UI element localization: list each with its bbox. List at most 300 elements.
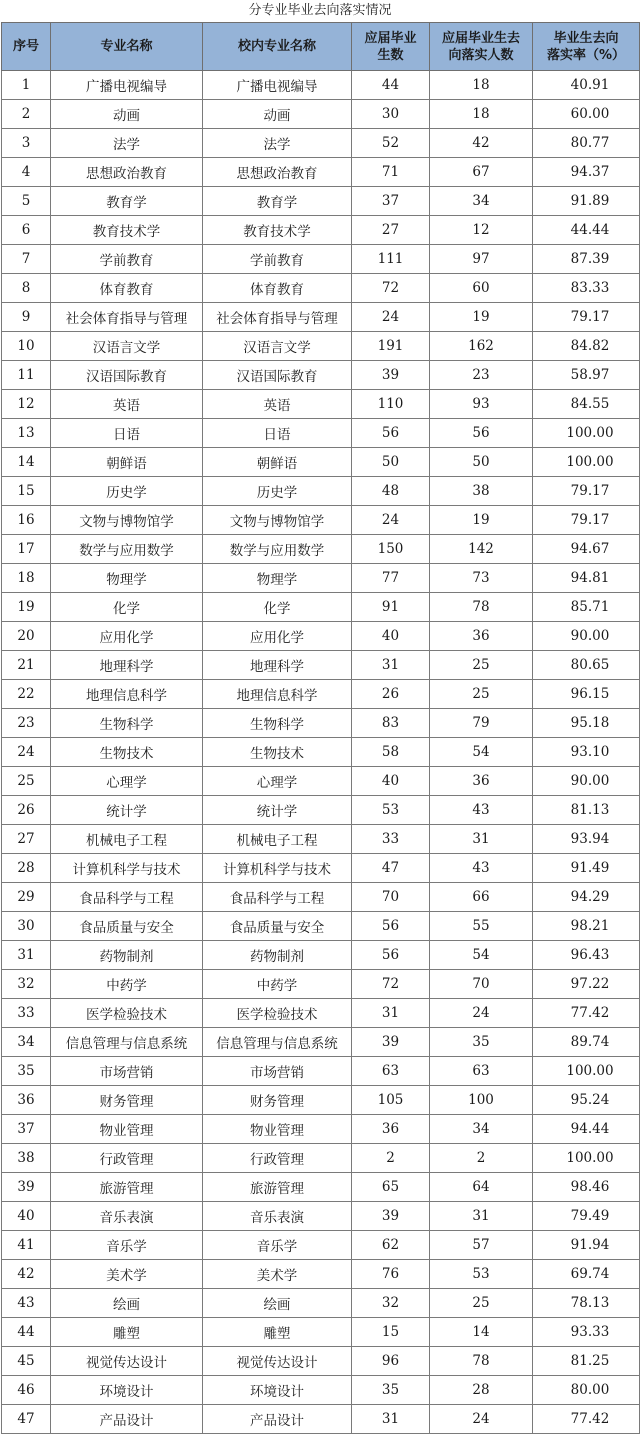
cell-school-major-name: 计算机科学与技术 [203,854,352,883]
cell-index: 39 [2,1173,51,1202]
cell-placed: 36 [430,622,533,651]
table-row [2,245,640,274]
cell-major-name: 社会体育指导与管理 [51,303,203,332]
cell-graduates: 56 [352,419,430,448]
table-row [2,912,640,941]
cell-major-name: 体育教育 [51,274,203,303]
cell-index: 24 [2,738,51,767]
cell-graduates: 31 [352,1405,430,1434]
cell-index: 47 [2,1405,51,1434]
cell-index: 37 [2,1115,51,1144]
cell-school-major-name: 广播电视编导 [203,71,352,100]
header-line: 毕业生去向 [553,30,619,46]
cell-placement-rate: 44.44 [533,216,640,245]
cell-school-major-name: 汉语国际教育 [203,361,352,390]
cell-school-major-name: 医学检验技术 [203,999,352,1028]
cell-major-name: 生物技术 [51,738,203,767]
cell-placement-rate: 100.00 [533,419,640,448]
cell-major-name: 化学 [51,593,203,622]
cell-index: 32 [2,970,51,999]
cell-school-major-name: 法学 [203,129,352,158]
table-row [2,506,640,535]
header-placed [430,23,533,71]
cell-graduates: 76 [352,1260,430,1289]
table-row [2,477,640,506]
cell-school-major-name: 食品科学与工程 [203,883,352,912]
cell-index: 46 [2,1376,51,1405]
cell-index: 44 [2,1318,51,1347]
cell-major-name: 物业管理 [51,1115,203,1144]
cell-graduates: 35 [352,1376,430,1405]
cell-index: 20 [2,622,51,651]
table-row [2,361,640,390]
cell-placed: 31 [430,1202,533,1231]
cell-index: 10 [2,332,51,361]
cell-placement-rate: 79.17 [533,506,640,535]
cell-major-name: 思想政治教育 [51,158,203,187]
table-row [2,303,640,332]
cell-graduates: 105 [352,1086,430,1115]
cell-index: 25 [2,767,51,796]
cell-placed: 97 [430,245,533,274]
cell-placed: 34 [430,1115,533,1144]
cell-placement-rate: 100.00 [533,1057,640,1086]
cell-major-name: 信息管理与信息系统 [51,1028,203,1057]
cell-graduates: 40 [352,767,430,796]
cell-placed: 25 [430,1289,533,1318]
cell-graduates: 27 [352,216,430,245]
cell-school-major-name: 日语 [203,419,352,448]
cell-school-major-name: 化学 [203,593,352,622]
cell-graduates: 39 [352,1028,430,1057]
table-row [2,651,640,680]
cell-placed: 56 [430,419,533,448]
cell-placed: 28 [430,1376,533,1405]
cell-graduates: 50 [352,448,430,477]
cell-graduates: 52 [352,129,430,158]
cell-placement-rate: 81.13 [533,796,640,825]
cell-school-major-name: 药物制剂 [203,941,352,970]
cell-major-name: 雕塑 [51,1318,203,1347]
cell-placement-rate: 81.25 [533,1347,640,1376]
cell-graduates: 26 [352,680,430,709]
cell-placed: 24 [430,1405,533,1434]
cell-school-major-name: 思想政治教育 [203,158,352,187]
cell-placement-rate: 93.94 [533,825,640,854]
cell-school-major-name: 音乐学 [203,1231,352,1260]
cell-index: 19 [2,593,51,622]
cell-placement-rate: 100.00 [533,448,640,477]
table-row [2,390,640,419]
cell-index: 14 [2,448,51,477]
cell-placement-rate: 80.00 [533,1376,640,1405]
cell-major-name: 地理科学 [51,651,203,680]
table-row [2,738,640,767]
cell-placed: 73 [430,564,533,593]
cell-index: 16 [2,506,51,535]
cell-school-major-name: 统计学 [203,796,352,825]
cell-major-name: 机械电子工程 [51,825,203,854]
cell-major-name: 教育学 [51,187,203,216]
table-row [2,158,640,187]
cell-major-name: 历史学 [51,477,203,506]
cell-major-name: 动画 [51,100,203,129]
cell-placement-rate: 98.46 [533,1173,640,1202]
table-row [2,825,640,854]
cell-placement-rate: 91.49 [533,854,640,883]
table-row [2,767,640,796]
table-row [2,1115,640,1144]
cell-placement-rate: 97.22 [533,970,640,999]
cell-placed: 93 [430,390,533,419]
cell-placed: 60 [430,274,533,303]
cell-school-major-name: 行政管理 [203,1144,352,1173]
cell-graduates: 91 [352,593,430,622]
cell-placed: 50 [430,448,533,477]
cell-school-major-name: 历史学 [203,477,352,506]
cell-placed: 43 [430,854,533,883]
cell-school-major-name: 旅游管理 [203,1173,352,1202]
cell-placement-rate: 79.49 [533,1202,640,1231]
cell-graduates: 111 [352,245,430,274]
cell-school-major-name: 心理学 [203,767,352,796]
cell-index: 23 [2,709,51,738]
header-school-major-name [203,23,352,71]
cell-index: 38 [2,1144,51,1173]
header-line: 生数 [377,47,404,63]
table-row [2,1347,640,1376]
cell-major-name: 日语 [51,419,203,448]
cell-index: 30 [2,912,51,941]
table-row [2,1028,640,1057]
cell-index: 36 [2,1086,51,1115]
cell-graduates: 72 [352,970,430,999]
cell-index: 35 [2,1057,51,1086]
cell-school-major-name: 教育学 [203,187,352,216]
cell-index: 40 [2,1202,51,1231]
cell-major-name: 财务管理 [51,1086,203,1115]
cell-placement-rate: 80.65 [533,651,640,680]
header-index [2,23,51,71]
cell-graduates: 30 [352,100,430,129]
cell-index: 3 [2,129,51,158]
cell-school-major-name: 音乐表演 [203,1202,352,1231]
table-row [2,332,640,361]
cell-school-major-name: 食品质量与安全 [203,912,352,941]
cell-placed: 78 [430,593,533,622]
cell-major-name: 教育技术学 [51,216,203,245]
cell-school-major-name: 市场营销 [203,1057,352,1086]
cell-placement-rate: 96.43 [533,941,640,970]
cell-graduates: 39 [352,361,430,390]
cell-placed: 43 [430,796,533,825]
cell-school-major-name: 教育技术学 [203,216,352,245]
cell-placement-rate: 85.71 [533,593,640,622]
cell-placed: 100 [430,1086,533,1115]
cell-major-name: 中药学 [51,970,203,999]
cell-major-name: 旅游管理 [51,1173,203,1202]
cell-placement-rate: 94.81 [533,564,640,593]
cell-placement-rate: 58.97 [533,361,640,390]
cell-school-major-name: 生物技术 [203,738,352,767]
cell-graduates: 24 [352,303,430,332]
cell-placement-rate: 95.18 [533,709,640,738]
cell-placement-rate: 84.82 [533,332,640,361]
cell-graduates: 56 [352,912,430,941]
cell-school-major-name: 机械电子工程 [203,825,352,854]
cell-placement-rate: 94.67 [533,535,640,564]
cell-major-name: 地理信息科学 [51,680,203,709]
cell-index: 15 [2,477,51,506]
cell-placed: 64 [430,1173,533,1202]
cell-placement-rate: 95.24 [533,1086,640,1115]
cell-placed: 70 [430,970,533,999]
table-row [2,1260,640,1289]
header-graduates [352,23,430,71]
cell-major-name: 汉语国际教育 [51,361,203,390]
table-row [2,593,640,622]
cell-school-major-name: 文物与博物馆学 [203,506,352,535]
cell-school-major-name: 地理信息科学 [203,680,352,709]
cell-placed: 57 [430,1231,533,1260]
table-body [2,71,640,1434]
cell-index: 43 [2,1289,51,1318]
cell-placed: 142 [430,535,533,564]
header-line: 落实率（%） [546,47,626,63]
table-row [2,216,640,245]
cell-placed: 19 [430,303,533,332]
cell-major-name: 药物制剂 [51,941,203,970]
cell-graduates: 110 [352,390,430,419]
cell-index: 7 [2,245,51,274]
cell-index: 31 [2,941,51,970]
header-major-name [51,23,203,71]
cell-major-name: 应用化学 [51,622,203,651]
cell-major-name: 音乐学 [51,1231,203,1260]
cell-index: 17 [2,535,51,564]
cell-placement-rate: 77.42 [533,1405,640,1434]
cell-placed: 24 [430,999,533,1028]
cell-school-major-name: 社会体育指导与管理 [203,303,352,332]
placement-table [1,22,640,1434]
cell-placement-rate: 78.13 [533,1289,640,1318]
cell-graduates: 72 [352,274,430,303]
cell-school-major-name: 物业管理 [203,1115,352,1144]
cell-school-major-name: 数学与应用数学 [203,535,352,564]
cell-placed: 55 [430,912,533,941]
cell-major-name: 产品设计 [51,1405,203,1434]
table-row [2,564,640,593]
cell-school-major-name: 美术学 [203,1260,352,1289]
cell-school-major-name: 环境设计 [203,1376,352,1405]
cell-placement-rate: 90.00 [533,767,640,796]
cell-placed: 42 [430,129,533,158]
cell-index: 27 [2,825,51,854]
cell-major-name: 食品科学与工程 [51,883,203,912]
cell-graduates: 65 [352,1173,430,1202]
cell-index: 1 [2,71,51,100]
cell-placed: 19 [430,506,533,535]
cell-placement-rate: 60.00 [533,100,640,129]
cell-major-name: 统计学 [51,796,203,825]
cell-graduates: 53 [352,796,430,825]
cell-placement-rate: 83.33 [533,274,640,303]
table-row [2,419,640,448]
cell-graduates: 15 [352,1318,430,1347]
header-line: 应届毕业 [364,30,417,46]
table-row [2,187,640,216]
cell-graduates: 24 [352,506,430,535]
table-row [2,854,640,883]
cell-school-major-name: 地理科学 [203,651,352,680]
cell-school-major-name: 信息管理与信息系统 [203,1028,352,1057]
table-row [2,274,640,303]
cell-placement-rate: 91.94 [533,1231,640,1260]
table-row [2,100,640,129]
cell-major-name: 物理学 [51,564,203,593]
cell-index: 29 [2,883,51,912]
cell-placement-rate: 69.74 [533,1260,640,1289]
cell-graduates: 71 [352,158,430,187]
cell-school-major-name: 生物科学 [203,709,352,738]
cell-index: 21 [2,651,51,680]
cell-placed: 34 [430,187,533,216]
cell-school-major-name: 雕塑 [203,1318,352,1347]
cell-graduates: 58 [352,738,430,767]
cell-index: 42 [2,1260,51,1289]
header-line: 专业名称 [100,39,153,54]
cell-school-major-name: 绘画 [203,1289,352,1318]
header-row [2,23,640,71]
cell-placement-rate: 84.55 [533,390,640,419]
table-row [2,1376,640,1405]
cell-major-name: 食品质量与安全 [51,912,203,941]
header-placement-rate [533,23,640,71]
table-row [2,970,640,999]
cell-school-major-name: 英语 [203,390,352,419]
cell-graduates: 47 [352,854,430,883]
header-line: 校内专业名称 [237,39,316,54]
cell-school-major-name: 产品设计 [203,1405,352,1434]
cell-placement-rate: 94.29 [533,883,640,912]
cell-placed: 35 [430,1028,533,1057]
cell-graduates: 77 [352,564,430,593]
cell-index: 11 [2,361,51,390]
cell-placement-rate: 98.21 [533,912,640,941]
cell-graduates: 83 [352,709,430,738]
cell-major-name: 计算机科学与技术 [51,854,203,883]
cell-graduates: 31 [352,651,430,680]
cell-placement-rate: 79.17 [533,303,640,332]
cell-major-name: 心理学 [51,767,203,796]
cell-graduates: 36 [352,1115,430,1144]
cell-placement-rate: 80.77 [533,129,640,158]
table-row [2,71,640,100]
cell-placed: 63 [430,1057,533,1086]
cell-placement-rate: 100.00 [533,1144,640,1173]
cell-graduates: 63 [352,1057,430,1086]
table-row [2,1405,640,1434]
table-row [2,622,640,651]
cell-major-name: 市场营销 [51,1057,203,1086]
table-row [2,129,640,158]
cell-graduates: 40 [352,622,430,651]
cell-major-name: 文物与博物馆学 [51,506,203,535]
cell-school-major-name: 财务管理 [203,1086,352,1115]
table-row [2,1173,640,1202]
cell-placed: 38 [430,477,533,506]
cell-placed: 54 [430,941,533,970]
table-row [2,535,640,564]
table-row [2,448,640,477]
cell-graduates: 31 [352,999,430,1028]
header-line: 向落实人数 [448,47,514,63]
cell-school-major-name: 汉语言文学 [203,332,352,361]
cell-placement-rate: 94.44 [533,1115,640,1144]
cell-placed: 53 [430,1260,533,1289]
cell-major-name: 英语 [51,390,203,419]
cell-placed: 79 [430,709,533,738]
cell-placed: 25 [430,651,533,680]
cell-placed: 78 [430,1347,533,1376]
cell-placed: 25 [430,680,533,709]
cell-index: 22 [2,680,51,709]
header-line: 序号 [12,39,39,54]
cell-placed: 18 [430,71,533,100]
table-row [2,1318,640,1347]
cell-graduates: 2 [352,1144,430,1173]
header-line: 应届毕业生去 [441,30,520,46]
cell-index: 28 [2,854,51,883]
table-row [2,709,640,738]
cell-major-name: 数学与应用数学 [51,535,203,564]
cell-placed: 36 [430,767,533,796]
cell-index: 18 [2,564,51,593]
cell-index: 8 [2,274,51,303]
cell-major-name: 学前教育 [51,245,203,274]
cell-index: 4 [2,158,51,187]
cell-index: 5 [2,187,51,216]
cell-placed: 14 [430,1318,533,1347]
cell-placement-rate: 93.33 [533,1318,640,1347]
cell-placement-rate: 40.91 [533,71,640,100]
cell-index: 6 [2,216,51,245]
cell-index: 2 [2,100,51,129]
cell-graduates: 33 [352,825,430,854]
table-row [2,941,640,970]
cell-placement-rate: 77.42 [533,999,640,1028]
cell-placed: 66 [430,883,533,912]
cell-major-name: 生物科学 [51,709,203,738]
table-row [2,999,640,1028]
cell-major-name: 行政管理 [51,1144,203,1173]
cell-major-name: 绘画 [51,1289,203,1318]
cell-major-name: 法学 [51,129,203,158]
cell-index: 13 [2,419,51,448]
cell-placement-rate: 87.39 [533,245,640,274]
cell-graduates: 32 [352,1289,430,1318]
cell-school-major-name: 应用化学 [203,622,352,651]
cell-index: 26 [2,796,51,825]
cell-graduates: 62 [352,1231,430,1260]
cell-school-major-name: 视觉传达设计 [203,1347,352,1376]
cell-graduates: 39 [352,1202,430,1231]
cell-index: 33 [2,999,51,1028]
cell-placed: 12 [430,216,533,245]
cell-placement-rate: 90.00 [533,622,640,651]
cell-placement-rate: 93.10 [533,738,640,767]
cell-placed: 162 [430,332,533,361]
